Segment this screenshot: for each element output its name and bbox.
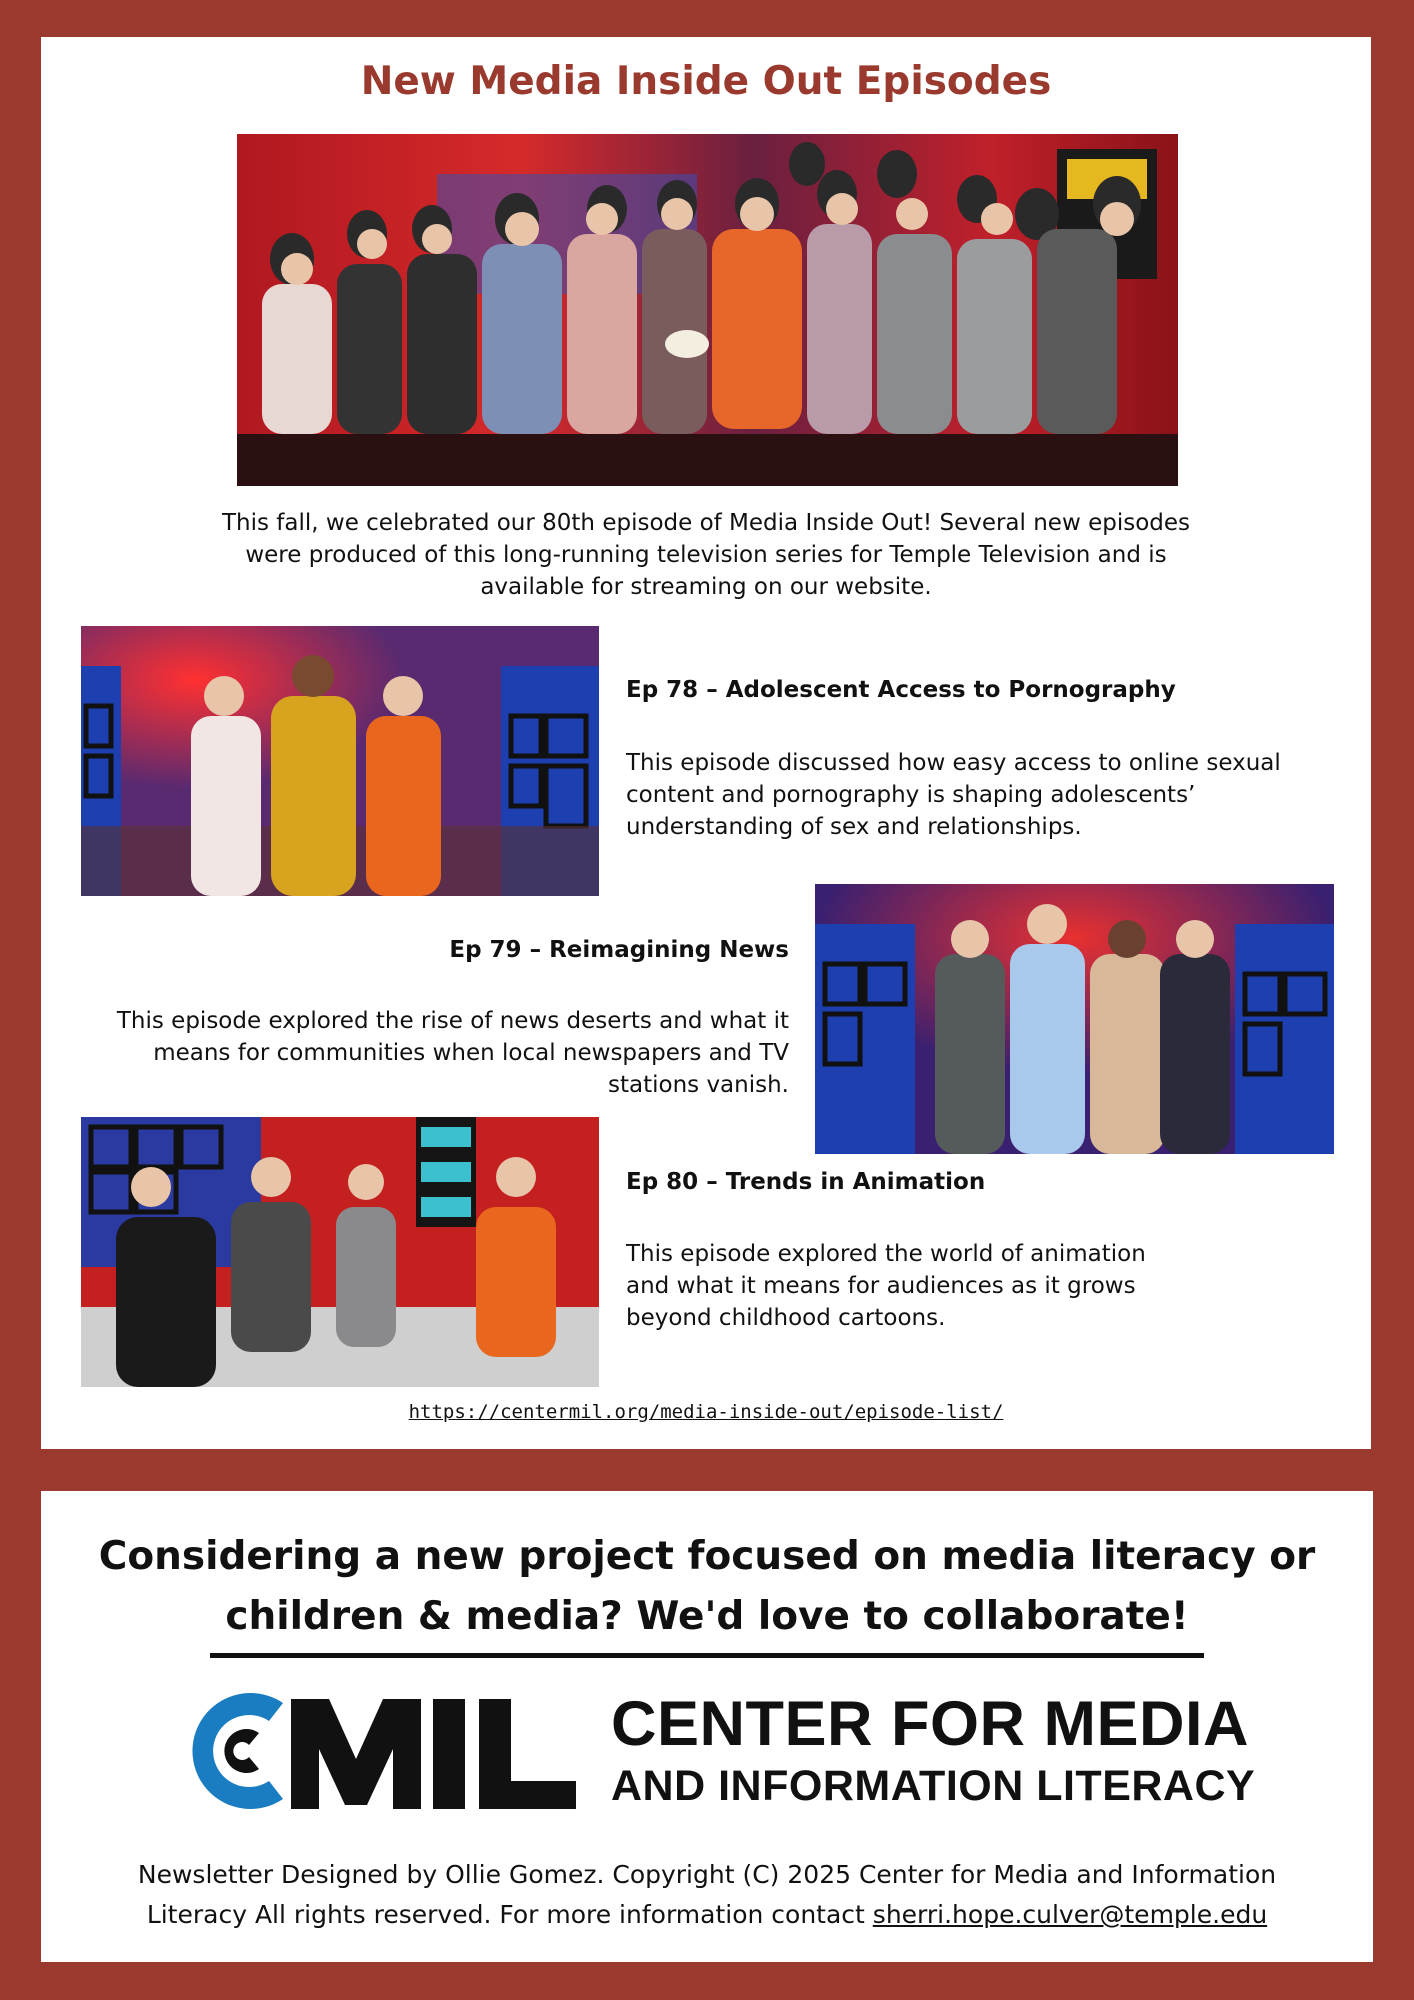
collaborate-panel <box>41 1491 1373 1962</box>
ep79-description: This episode explored the rise of news deserts and what it means for communities when local newspapers and TV stations vanish. <box>116 1008 789 1098</box>
footer-credits <box>41 1855 1373 1935</box>
group-celebration-photo <box>237 134 1178 486</box>
contact-email-link[interactable]: sherri.hope.culver@temple.edu <box>872 1900 1268 1929</box>
footer-line2-text: Literacy All rights reserved. For more information contact <box>146 1900 873 1929</box>
footer-line2 <box>41 1895 1373 1935</box>
logo-line1: CENTER FOR MEDIA <box>611 1689 1249 1759</box>
footer-line1: Newsletter Designed by Ollie Gomez. Copyright (C) 2025 Center for Media and Information <box>137 1860 1277 1889</box>
ep80-description: This episode explored the world of animation and what it means for audiences as it grows beyond childhood cartoons. <box>626 1241 1146 1331</box>
episode-list-link[interactable]: https://centermil.org/media-inside-out/episode-list/ <box>408 1401 1004 1423</box>
cmil-logo-mark <box>161 1681 591 1821</box>
section-title: New Media Inside Out Episodes <box>360 59 1052 104</box>
ep79-title: Ep 79 – Reimagining News <box>449 937 789 963</box>
episodes-panel <box>41 37 1371 1449</box>
ep80-title: Ep 80 – Trends in Animation <box>626 1169 986 1195</box>
ep78-description: This episode discussed how easy access to online sexual content and pornography is shaping adolescents’ understanding of sex and relationships. <box>626 750 1281 840</box>
cmil-logo <box>161 1681 1261 1821</box>
ep79-photo <box>815 884 1334 1154</box>
collaborate-heading <box>41 1527 1373 1647</box>
ep78-photo <box>81 626 599 896</box>
ep78-title: Ep 78 – Adolescent Access to Pornography <box>626 677 1176 703</box>
intro-paragraph: This fall, we celebrated our 80th episode of Media Inside Out! Several new episodes were produced of this long-running television series for Temple Television and is available for streaming on our website. <box>221 510 1191 600</box>
logo-line2: AND INFORMATION LITERACY <box>611 1762 1256 1810</box>
collaborate-heading-line2: children & media? We'd love to collaborate! <box>225 1594 1189 1639</box>
ep80-photo <box>81 1117 599 1387</box>
collaborate-heading-line1: Considering a new project focused on media literacy or <box>98 1534 1316 1579</box>
divider <box>210 1653 1204 1658</box>
